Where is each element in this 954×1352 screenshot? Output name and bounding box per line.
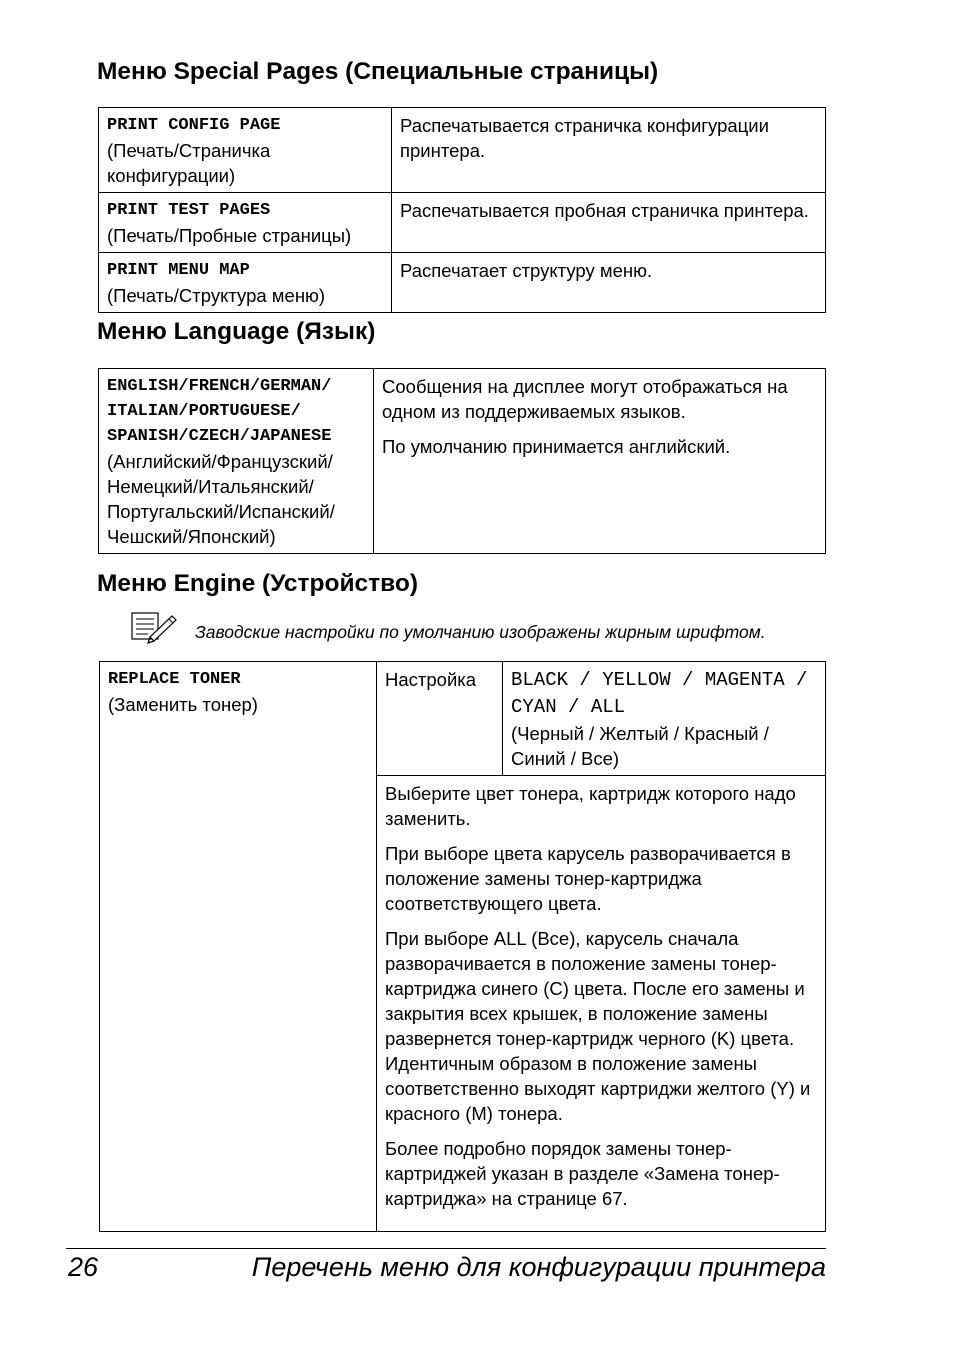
menu-item-description: Распечатывается пробная страничка принтера. — [392, 193, 826, 253]
footer-title: Перечень меню для конфигурации принтера — [251, 1252, 826, 1282]
engine-heading: Меню Engine (Устройство) — [97, 570, 419, 597]
description-paragraph: Выберите цвет тонера, картридж которого надо заменить. — [385, 783, 796, 829]
menu-item-translation: (Английский/Французский/ Немецкий/Итальянский/ Португальский/Испанский/ Чешский/Японский) — [107, 451, 335, 547]
menu-item-translation: (Печать/Страничка конфигурации) — [107, 140, 271, 186]
page-number: 26 — [68, 1252, 99, 1282]
table-row — [99, 108, 826, 193]
menu-item-description: Распечатывается страничка конфигурации принтера. — [392, 108, 826, 193]
menu-item-description — [374, 369, 826, 554]
menu-item-key: PRINT TEST PAGES — [107, 201, 271, 220]
note-pencil-icon — [130, 610, 180, 644]
menu-item-key: REPLACE TONER — [108, 670, 241, 689]
menu-item-description: Распечатает структуру меню. — [392, 253, 826, 313]
menu-item-cell — [100, 662, 377, 1232]
language-heading: Меню Language (Язык) — [97, 318, 376, 345]
menu-item-key: PRINT CONFIG PAGE — [107, 116, 281, 135]
table-row — [99, 369, 826, 554]
description-paragraph: При выборе ALL (Все), карусель сначала разворачивается в положение замены тонер-картриджа синего (C) цвета. После его замены и закрытия всех крышек, в положение замены развернется тонер-картридж черного (K) цвета. Идентичным образом в положение замены соответственно выходят картриджи желтого (Y) и красного (M) тонера. — [385, 928, 811, 1124]
setting-values: BLACK / YELLOW / MAGENTA / CYAN / ALL — [511, 669, 808, 718]
setting-values-translation: (Черный / Желтый / Красный / Синий / Все) — [511, 723, 769, 769]
menu-item-cell — [99, 193, 392, 253]
menu-item-translation: (Заменить тонер) — [108, 694, 258, 715]
description-paragraph: Сообщения на дисплее могут отображаться на одном из поддерживаемых языков. — [382, 376, 788, 422]
table-row — [99, 253, 826, 313]
setting-values-cell — [503, 662, 826, 776]
table-row — [100, 662, 826, 776]
menu-item-key: SPANISH/CZECH/JAPANESE — [107, 427, 332, 446]
special-pages-heading: Меню Special Pages (Специальные страницы) — [97, 58, 659, 85]
menu-item-translation: (Печать/Структура меню) — [107, 285, 326, 306]
menu-item-translation: (Печать/Пробные страницы) — [107, 225, 352, 246]
footer-divider — [66, 1248, 826, 1249]
special-pages-table — [98, 107, 826, 313]
menu-item-cell — [99, 369, 374, 554]
menu-item-key: ITALIAN/PORTUGUESE/ — [107, 402, 301, 421]
note — [130, 610, 830, 646]
setting-label: Настройка — [377, 662, 503, 776]
menu-item-key: PRINT MENU MAP — [107, 261, 250, 280]
menu-item-cell — [99, 108, 392, 193]
description-paragraph: По умолчанию принимается английский. — [382, 436, 731, 457]
note-text: Заводские настройки по умолчанию изображены жирным шрифтом. — [195, 622, 766, 642]
menu-item-description — [377, 776, 826, 1232]
table-row — [99, 193, 826, 253]
menu-item-key: ENGLISH/FRENCH/GERMAN/ — [107, 377, 332, 396]
language-table — [98, 368, 826, 554]
engine-table — [99, 661, 826, 1232]
description-paragraph: Более подробно порядок замены тонер-картриджей указан в разделе «Замена тонер-картриджа» на странице 67. — [385, 1138, 780, 1209]
menu-item-cell — [99, 253, 392, 313]
description-paragraph: При выборе цвета карусель разворачивается в положение замены тонер-картриджа соответствующего цвета. — [385, 843, 791, 914]
